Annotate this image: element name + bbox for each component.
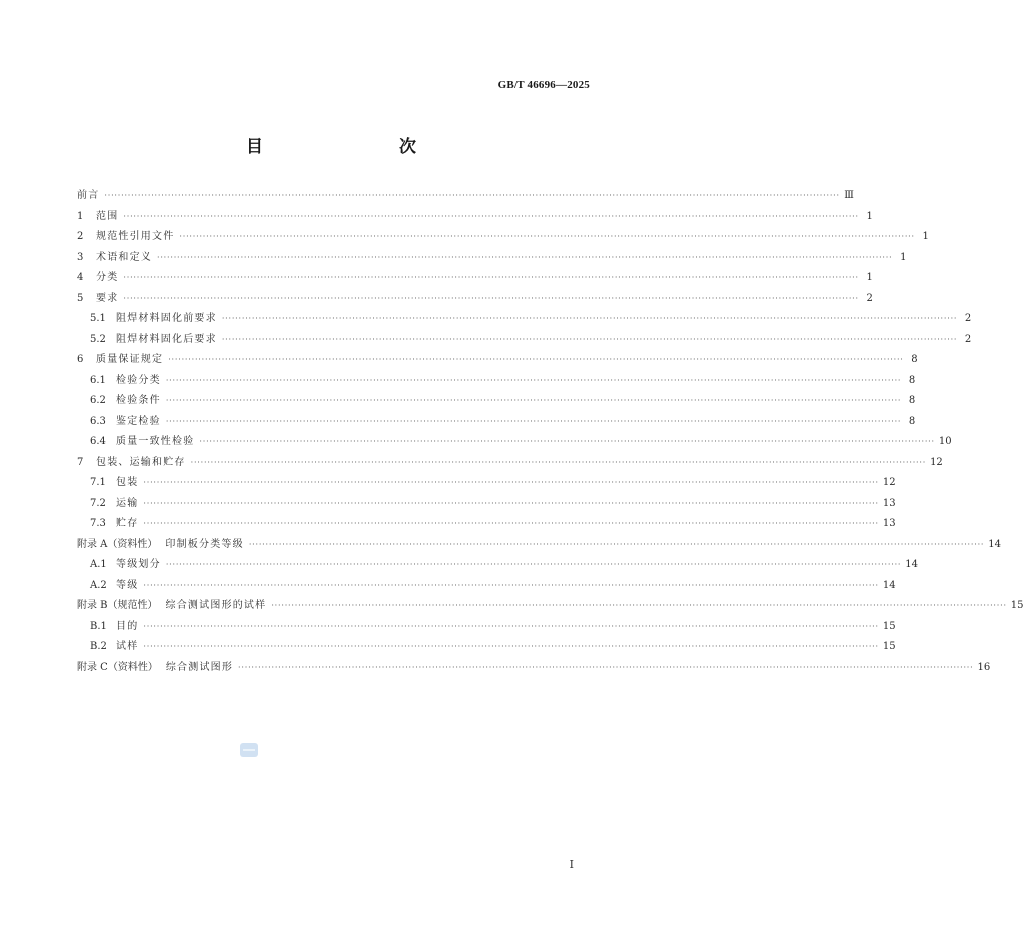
toc-entry-page: 13 <box>882 497 896 509</box>
toc-entry-page: 1 <box>900 251 907 263</box>
toc-dot-leader: ···························································································································································································································· <box>143 580 879 590</box>
toc-dot-leader: ···························································································································································································································· <box>238 662 974 672</box>
toc-entry[interactable] <box>77 330 972 351</box>
toc-entry[interactable] <box>77 350 918 371</box>
toc-entry-number: 7.2 <box>90 497 106 509</box>
table-of-contents <box>77 186 1024 678</box>
toc-entry-page: 13 <box>882 518 896 529</box>
toc-entry-title: 等级划分 <box>116 559 161 570</box>
toc-entry[interactable] <box>77 535 1001 556</box>
toc-entry-title: 前言 <box>77 190 100 201</box>
toc-entry-page: Ⅲ <box>844 190 854 201</box>
toc-dot-leader: ···························································································································································································································· <box>143 498 879 508</box>
toc-entry-number: 附录 B（规范性） <box>77 600 158 611</box>
toc-entry-title: 目的 <box>116 620 139 632</box>
toc-entry-number: 7 <box>77 456 84 468</box>
toc-dot-leader: ···························································································································································································································· <box>165 375 902 385</box>
toc-entry-title: 等级 <box>116 579 139 591</box>
toc-dot-leader: ···························································································································································································································· <box>104 191 840 200</box>
toc-entry-page: 2 <box>964 333 972 345</box>
toc-entry[interactable] <box>77 555 918 576</box>
toc-dot-leader: ···························································································································································································································· <box>221 334 958 344</box>
toc-entry-title: 阻焊材料固化后要求 <box>116 333 217 345</box>
toc-entry-page: 12 <box>930 456 943 468</box>
toc-entry-number: A.2 <box>90 579 107 591</box>
toc-entry[interactable] <box>77 494 896 515</box>
toc-entry-number: 1 <box>77 210 84 222</box>
toc-entry[interactable] <box>77 227 929 248</box>
toc-entry[interactable] <box>77 391 916 412</box>
toc-entry[interactable] <box>77 412 916 433</box>
toc-entry[interactable] <box>77 289 873 310</box>
toc-entry-page: 8 <box>908 374 916 386</box>
toc-entry-page: 14 <box>988 538 1001 550</box>
toc-entry-title: 质量保证规定 <box>96 354 164 365</box>
toc-entry-page: 15 <box>882 641 896 652</box>
toc-entry[interactable] <box>77 596 1024 617</box>
toc-entry-title: 术语和定义 <box>96 251 152 263</box>
toc-entry-page: 8 <box>908 415 916 427</box>
toc-dot-leader: ···························································································································································································································· <box>123 293 859 303</box>
standard-code: GB/T 46696—2025 <box>497 79 590 91</box>
toc-entry-title: 试样 <box>116 641 139 652</box>
toc-dot-leader: ···························································································································································································································· <box>179 232 915 241</box>
toc-entry-number: B.2 <box>90 641 107 652</box>
toc-dot-leader: ···························································································································································································································· <box>271 601 1007 610</box>
toc-dot-leader: ···························································································································································································································· <box>190 457 927 467</box>
toc-dot-leader: ···························································································································································································································· <box>221 314 958 323</box>
toc-entry-number: 5.2 <box>90 333 106 345</box>
toc-entry-title: 质量一致性检验 <box>116 436 195 447</box>
toc-entry-page: 8 <box>908 395 916 406</box>
toc-entry[interactable] <box>77 658 991 679</box>
toc-dot-leader: ···························································································································································································································· <box>143 621 879 631</box>
toc-entry-title: 贮存 <box>116 518 139 529</box>
toc-entry[interactable] <box>77 186 854 207</box>
toc-entry-page: 14 <box>905 559 918 570</box>
toc-entry-title: 综合测试图形的试样 <box>165 600 267 611</box>
toc-entry[interactable] <box>77 473 896 494</box>
toc-dot-leader: ···························································································································································································································· <box>165 560 902 569</box>
toc-entry-number: 6.3 <box>90 415 106 427</box>
toc-dot-leader: ···························································································································································································································· <box>123 273 859 282</box>
watermark-logo-icon <box>240 743 258 757</box>
toc-entry-page: 16 <box>977 661 991 673</box>
toc-entry[interactable] <box>77 371 916 392</box>
toc-entry-title: 阻焊材料固化前要求 <box>116 313 217 324</box>
toc-entry-page: 10 <box>938 436 952 447</box>
toc-entry-page: 14 <box>882 579 896 591</box>
toc-entry-page: 2 <box>964 313 972 324</box>
toc-entry-number: 6 <box>77 354 84 365</box>
toc-entry-title: 规范性引用文件 <box>96 231 175 242</box>
toc-entry[interactable] <box>77 248 907 269</box>
toc-entry-number: 附录 A（资料性） <box>77 538 158 550</box>
toc-entry-number: 3 <box>77 251 84 263</box>
toc-entry-page: 15 <box>1010 600 1024 611</box>
toc-dot-leader: ···························································································································································································································· <box>143 478 879 487</box>
toc-dot-leader: ···························································································································································································································· <box>143 519 879 528</box>
toc-entry[interactable] <box>77 268 873 289</box>
toc-entry-title: 要求 <box>96 292 119 304</box>
toc-entry-page: 8 <box>911 354 918 365</box>
page-number: Ⅰ <box>569 859 574 871</box>
toc-entry-title: 包装、运输和贮存 <box>96 456 186 468</box>
toc-entry-page: 2 <box>866 292 873 304</box>
page-title: 目 次 <box>246 137 450 157</box>
toc-entry-number: 2 <box>77 231 84 242</box>
toc-entry-number: B.1 <box>90 620 107 632</box>
toc-dot-leader: ···························································································································································································································· <box>248 539 985 549</box>
toc-entry-title: 包装 <box>116 477 139 488</box>
toc-entry[interactable] <box>77 514 896 535</box>
toc-entry-title: 运输 <box>116 497 139 509</box>
toc-entry-number: 附录 C（资料性） <box>77 661 158 673</box>
toc-entry-number: 6.2 <box>90 395 106 406</box>
toc-entry-title: 鉴定检验 <box>116 415 161 427</box>
toc-dot-leader: ···························································································································································································································· <box>165 416 902 426</box>
toc-entry-number: A.1 <box>90 559 107 570</box>
toc-entry-page: 1 <box>922 231 929 242</box>
toc-entry-title: 综合测试图形 <box>165 661 234 673</box>
toc-entry-page: 12 <box>882 477 896 488</box>
toc-entry[interactable] <box>77 576 896 597</box>
toc-entry-title: 分类 <box>96 272 119 283</box>
toc-entry-title: 印制板分类等级 <box>165 538 244 550</box>
toc-entry-number: 6.1 <box>90 374 106 386</box>
toc-entry-title: 范围 <box>96 210 119 222</box>
toc-entry-page: 15 <box>882 620 896 632</box>
toc-entry-number: 4 <box>77 272 84 283</box>
toc-entry[interactable] <box>77 432 952 453</box>
toc-entry-page: 1 <box>866 272 873 283</box>
toc-dot-leader: ···························································································································································································································· <box>123 211 859 221</box>
toc-entry[interactable] <box>77 207 873 228</box>
toc-entry[interactable] <box>77 453 943 474</box>
toc-entry-number: 5 <box>77 292 84 304</box>
toc-entry-number: 6.4 <box>90 436 106 447</box>
toc-entry[interactable] <box>77 617 896 638</box>
toc-dot-leader: ···························································································································································································································· <box>157 252 893 262</box>
toc-entry[interactable] <box>77 309 972 330</box>
toc-entry-title: 检验分类 <box>116 374 161 386</box>
toc-entry-number: 7.3 <box>90 518 106 529</box>
toc-entry-number: 7.1 <box>90 477 106 488</box>
toc-entry-number: 5.1 <box>90 313 106 324</box>
toc-entry-page: 1 <box>866 210 873 222</box>
toc-dot-leader: ···························································································································································································································· <box>199 437 935 446</box>
toc-dot-leader: ···························································································································································································································· <box>143 642 879 651</box>
toc-entry-title: 检验条件 <box>116 395 161 406</box>
toc-entry[interactable] <box>77 637 896 658</box>
toc-dot-leader: ···························································································································································································································· <box>168 355 904 364</box>
toc-dot-leader: ···························································································································································································································· <box>165 396 902 405</box>
